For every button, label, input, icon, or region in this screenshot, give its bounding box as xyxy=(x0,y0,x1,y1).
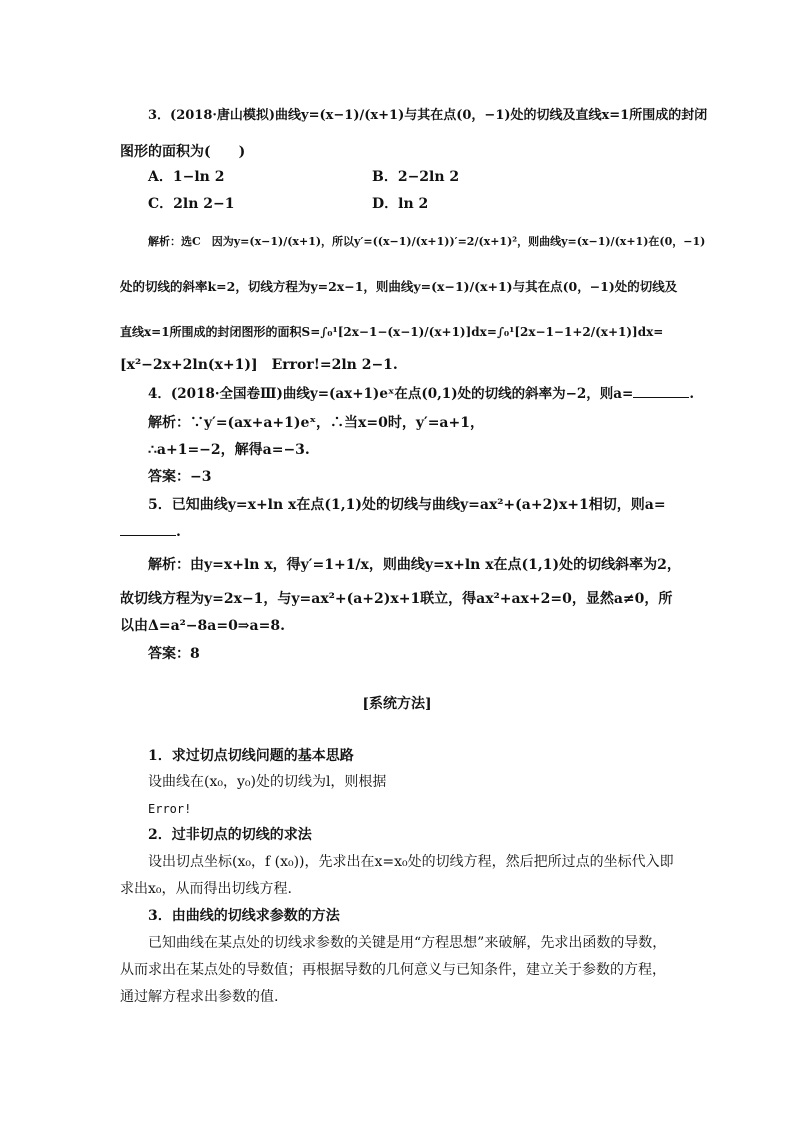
p3-solution-line3: 直线x=1所围成的封闭图形的面积S=∫₀¹[2x−1−(x−1)/(x+1)]dx=∫₀¹[2x−1−1+2/(x+1)]dx= xyxy=(120,325,664,339)
p3-option-b: B．2−2ln 2 xyxy=(372,169,460,185)
method-heading-3: 3．由曲线的切线求参数的方法 xyxy=(148,908,340,924)
p3-stem-line1: 3．(2018·唐山模拟)曲线y=(x−1)/(x+1)与其在点(0，−1)处的切线及直线x=1所围成的封闭 xyxy=(148,108,708,123)
p4-answer: 答案：−3 xyxy=(148,469,212,485)
p4-solution-line2: ∴a+1=−2，解得a=−3. xyxy=(148,442,310,458)
p5-stem-line2 xyxy=(120,523,680,541)
p4-stem xyxy=(148,385,708,403)
method-heading-1: 1．求过切点切线问题的基本思路 xyxy=(148,748,354,764)
method-text-3a: 已知曲线在某点处的切线求参数的关键是用“方程思想”来破解，先求出函数的导数， xyxy=(148,935,667,951)
p3-option-c: C．2ln 2−1 xyxy=(148,196,235,212)
p5-answer-blank xyxy=(120,523,176,536)
p4-solution-line1: 解析：∵y′=(ax+a+1)eˣ，∴当x=0时，y′=a+1， xyxy=(148,415,484,431)
method-text-3b: 从而求出在某点处的导数值；再根据导数的几何意义与已知条件，建立关于参数的方程， xyxy=(120,962,666,978)
p5-stem-line1: 5．已知曲线y=x+ln x在点(1,1)处的切线与曲线y=ax²+(a+2)x+1相切，则a= xyxy=(148,497,666,513)
p4-answer-blank xyxy=(633,385,689,398)
p3-stem-line2: 图形的面积为( ) xyxy=(120,144,246,160)
p3-option-d: D．ln 2 xyxy=(372,196,429,212)
method-error-text: Error! xyxy=(148,802,192,816)
p5-solution-line2: 故切线方程为y=2x−1，与y=ax²+(a+2)x+1联立，得ax²+ax+2=0，显然a≠0，所 xyxy=(120,591,673,607)
method-heading-2: 2．过非切点的切线的求法 xyxy=(148,827,312,843)
p3-option-a: A．1−ln 2 xyxy=(148,169,225,185)
p5-answer: 答案：8 xyxy=(148,646,200,662)
p3-solution-line4: [x²−2x+2ln(x+1)] Error!=2ln 2−1. xyxy=(120,357,398,373)
method-text-3c: 通过解方程求出参数的值. xyxy=(120,989,279,1005)
p5-stem-end: . xyxy=(176,524,181,540)
method-text-1: 设曲线在(x₀，y₀)处的切线为l，则根据 xyxy=(148,774,387,790)
method-text-2b: 求出x₀，从而得出切线方程. xyxy=(120,881,292,897)
p4-stem-text: 4．(2018·全国卷Ⅲ)曲线y=(ax+1)eˣ在点(0,1)处的切线的斜率为−2，则a= xyxy=(148,386,634,402)
p3-solution-line1: 解析：选C 因为y=(x−1)/(x+1)，所以y′=((x−1)/(x+1))′=2/(x+1)²，则曲线y=(x−1)/(x+1)在(0，−1) xyxy=(148,235,706,248)
method-section-title: [系统方法] xyxy=(362,696,432,712)
p5-solution-line3: 以由Δ=a²−8a=0⇒a=8. xyxy=(120,618,285,634)
method-text-2a: 设出切点坐标(x₀，f (x₀))，先求出在x=x₀处的切线方程，然后把所过点的坐标代入即 xyxy=(148,854,674,870)
p3-solution-line2: 处的切线的斜率k=2，切线方程为y=2x−1，则曲线y=(x−1)/(x+1)与其在点(0，−1)处的切线及 xyxy=(120,279,678,294)
p4-stem-end: . xyxy=(689,386,695,402)
p5-solution-line1: 解析：由y=x+ln x，得y′=1+1/x，则曲线y=x+ln x在点(1,1)处的切线斜率为2， xyxy=(148,557,681,573)
